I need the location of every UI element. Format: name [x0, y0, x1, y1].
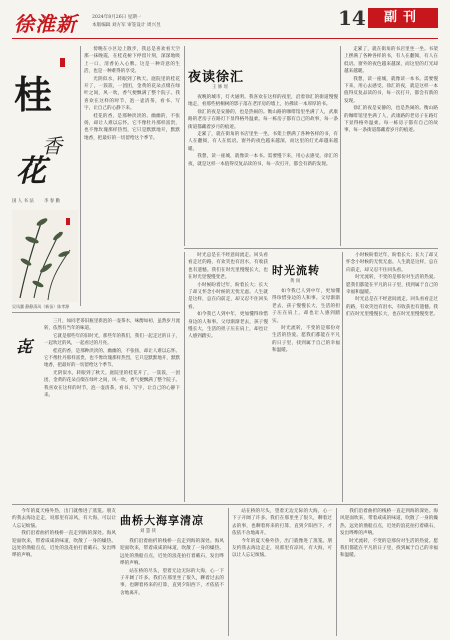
time-flows-paragraph: 时光流转，不变的是那份对生活的热爱。愿我们都能在平凡的日子里，找到属于自己的幸福和温暖。 [272, 326, 340, 354]
calligraphy-char-1: 桂 [14, 72, 53, 117]
time-flows-paragraph: 时光总是在不经意间流走。回头看看走过的路，有欢笑也有泪水，有收获也有遗憾。我们在时光里慢慢长大，也在时光里慢慢变老。 [346, 297, 438, 318]
night-reading-body [188, 94, 338, 244]
column-divider-2 [184, 46, 185, 246]
section-divider-bottom [12, 504, 438, 505]
poem-paragraph: 三月，如同老茶旧瓶里新泡的一壶茶水，味醇如初，虽然岁月流转，依然有当年的味道。 [44, 319, 180, 332]
column-divider-4 [342, 252, 343, 502]
column-divider-3 [340, 46, 341, 246]
time-flows-paragraph: 小时候盼着过年，盼着长大；长大了却又怀念小时候的无忧无虑。人生就是这样，总在向前走，却又忍不住回头看。 [346, 253, 438, 273]
intro-paragraph: 傍晚在小区边上散步，我总是喜欢看天空那一抹晚霞，在桂花树下停留片刻，深深地吸上一口，清香沁入心脾。这是一种诗意的生活，也是一种难得的享受。 [84, 47, 180, 75]
calligraphy-caption-right: 李 春 勤 [44, 199, 60, 204]
section-divider-left [12, 312, 180, 313]
poem-block [44, 318, 180, 498]
section-divider-mid [184, 248, 438, 249]
column-divider-7 [336, 508, 337, 636]
continued-paragraph: 走累了，就在街角的书店里坐一坐。书架上摆满了各种各样的书，有人在翻阅，有人在低语。窗外的夜色越来越深，而这里的灯光却越来越暖。 [344, 47, 438, 75]
clear-stream-paragraph: 时光流转，不变的是那份对生活的热爱。愿我们都能在平凡的日子里，找到属于自己的幸福和温暖。 [340, 538, 438, 559]
calligraphy-block [12, 46, 72, 196]
clear-stream-paragraph: 站在桥的尽头，望着无边无际的大海，心一下子开阔了许多。我们在那里坐了很久，聊着过去的事，也聊着将来的打算，直到夕阳西下，才依依不舍地离开。 [232, 509, 332, 537]
article-title-time-flows: 时光流转 [272, 264, 320, 277]
time-flows-paragraph: 时光流转，不变的是那份对生活的热爱。愿我们都能在平凡的日子里，找到属于自己的幸福和温暖。 [346, 275, 438, 296]
masthead-editor: 本版编辑 刘方军 审签设计 周兴昱 [92, 23, 161, 28]
article-byline-night-reading: 王 修 瑶 [212, 85, 228, 90]
continued-paragraph: 徐汇的夜是安静的，也是热闹的。衡山路的咖啡馆里坐满了人，武康路的老房子在路灯下显得格外温柔。每一栋房子都有自己的故事，每一条街道都藏着岁月的痕迹。 [344, 106, 438, 134]
article-byline-clear-stream: 刘 慧 侠 [140, 529, 156, 534]
seal-stamp [60, 58, 65, 67]
section-badge: 副刊 [368, 8, 438, 28]
ink-painting [12, 210, 78, 302]
clear-stream-paragraph: 我们沿着曲折的栈桥一直走到海的深处。海风迎面吹来，带着咸咸的味道，吹散了一身的燥热。远处的渔船点点，近处的浪花拍打着礁石，发出哗哗的声响。 [340, 509, 438, 537]
clear-stream-paragraph: 今年的夏天格外热，出门就像进了蒸笼。朋友约我去海边走走，说那里有凉风，有大海，可以让人忘记烦恼。 [12, 509, 116, 529]
time-flows-paragraph: 如今我已人到中年，更加懂得珍惜身边的人和事。父母渐渐老去，孩子慢慢长大，生活的担子压在肩上，却也让人感到踏实。 [272, 289, 340, 324]
time-flows-left-col [188, 252, 268, 502]
column-divider-1 [80, 46, 81, 306]
night-reading-paragraph: 徐汇的夜是安静的，也是热闹的。衡山路的咖啡馆里坐满了人，武康路的老房子在路灯下显得格外温柔。每一栋房子都有自己的故事，每一条街道都藏着岁月的痕迹。 [188, 109, 338, 130]
night-reading-paragraph: 夜晚的城市，灯火通明。我喜欢在这样的夜里，沿着徐汇的街道慢慢地走，看那些梧桐树的影子落在老洋房的墙上，仿佛读一本厚厚的书。 [188, 95, 338, 108]
masthead-rule [12, 38, 438, 39]
clear-stream-col-3 [232, 508, 332, 636]
intro-paragraph: 桂花的香，是那种淡淡的、幽幽的，不张扬，却让人难以忘怀。它不像牡丹那样富贵，也不像玫瑰那样热烈，它只是默默地开，默默地香，把最好的一切留给这个季节。 [84, 113, 180, 141]
clear-stream-paragraph: 站在桥的尽头，望着无边无际的大海，心一下子开阔了许多。我们在那里坐了很久，聊着过去的事，也聊着将来的打算，直到夕阳西下，才依依不舍地离开。 [120, 568, 224, 596]
night-reading-continued [344, 46, 438, 246]
time-flows-right-col [346, 252, 438, 502]
clear-stream-col-1 [12, 508, 116, 636]
masthead-date: 2024年8月26日 星期一 [92, 15, 142, 20]
poem-paragraph: 光阴似水，转眼到了秋天。庭院里的桂花开了，一簇簇，一团团，金黄的花朵点缀在绿叶之间，风一吹，香气便飘满了整个院子。我喜欢在这样的时节，泡一壶清茶，看书、写字，让自己的心静下来。 [44, 370, 180, 399]
clear-stream-col-4 [340, 508, 438, 636]
clear-stream-paragraph: 我们沿着曲折的栈桥一直走到海的深处。海风迎面吹来，带着咸咸的味道，吹散了一身的燥热。远处的渔船点点，近处的浪花拍打着礁石，发出哗哗的声响。 [120, 539, 224, 567]
intro-article [84, 46, 180, 306]
poem-paragraph: 它就是那些年的旧时光，那些年的我们，我们一起走过的日子，一起吹过的风，一起看过的月亮。 [44, 333, 180, 347]
clear-stream-paragraph: 今年的夏天格外热，出门就像进了蒸笼。朋友约我去海边走走，说那里有凉风，有大海，可以让人忘记烦恼。 [232, 538, 332, 559]
poem-paragraph: 桂花的香，是那种淡淡的、幽幽的，不张扬，却让人难以忘怀。它不像牡丹那样富贵，也不像玫瑰那样热烈，它只是默默地开，默默地香，把最好的一切留给这个季节。 [44, 348, 180, 369]
page-number: 14 [338, 6, 366, 30]
intro-paragraph: 光阴似水，转眼到了秋天。庭院里的桂花开了，一簇簇，一团团，金黄的花朵点缀在绿叶之间，风一吹，香气便飘满了整个院子。我喜欢在这样的时节，泡一壶清茶，看书、写字，让自己的心静下来。 [84, 76, 180, 112]
calligraphy-char-2: 香 [42, 134, 62, 158]
time-flows-middle-col [272, 288, 340, 502]
column-divider-5 [184, 252, 185, 502]
time-flows-paragraph: 时光总是在不经意间流走。回头看看走过的路，有欢笑也有泪水，有收获也有遗憾。我们在时光里慢慢长大，也在时光里慢慢变老。 [188, 253, 268, 281]
masthead-logo: 徐淮新 [14, 12, 77, 36]
clear-stream-paragraph: 我们沿着曲折的栈桥一直走到海的深处。海风迎面吹来，带着咸咸的味道，吹散了一身的燥热。远处的渔船点点，近处的浪花拍打着礁石，发出哗哗的声响。 [12, 531, 116, 559]
calligraphy-caption-left: 国 人 书 法 [12, 199, 34, 204]
calligraphy-char-3: 花 [16, 154, 46, 189]
painting-caption: 吴凤翼 静静清风（新苗）陈孝源 [12, 304, 70, 309]
column-divider-6 [228, 508, 229, 636]
time-flows-paragraph: 小时候盼着过年，盼着长大；长大了却又怀念小时候的无忧无虑。人生就是这样，总在向前走，却又忍不住回头看。 [188, 282, 268, 310]
poem-seal-glyph: 㐂 [16, 337, 33, 356]
article-byline-time-flows: 黄 岗 [290, 279, 301, 284]
night-reading-paragraph: 我想，读一座城，就像读一本书。需要慢下来，用心去感受。徐汇的夜，就是这样一本值得反复品读的书，每一次打开，都会有新的发现。 [188, 154, 338, 167]
time-flows-paragraph: 如今我已人到中年，更加懂得珍惜身边的人和事。父母渐渐老去，孩子慢慢长大，生活的担子压在肩上，却也让人感到踏实。 [188, 312, 268, 340]
night-reading-paragraph: 走累了，就在街角的书店里坐一坐。书架上摆满了各种各样的书，有人在翻阅，有人在低语。窗外的夜色越来越深，而这里的灯光却越来越暖。 [188, 132, 338, 152]
masthead [0, 0, 450, 46]
article-title-clear-stream: 曲桥大海享清凉 [120, 514, 204, 527]
article-title-night-reading: 夜读徐汇 [188, 70, 245, 85]
continued-paragraph: 我想，读一座城，就像读一本书。需要慢下来，用心去感受。徐汇的夜，就是这样一本值得反复品读的书，每一次打开，都会有新的发现。 [344, 76, 438, 104]
clear-stream-col-2 [120, 538, 224, 636]
